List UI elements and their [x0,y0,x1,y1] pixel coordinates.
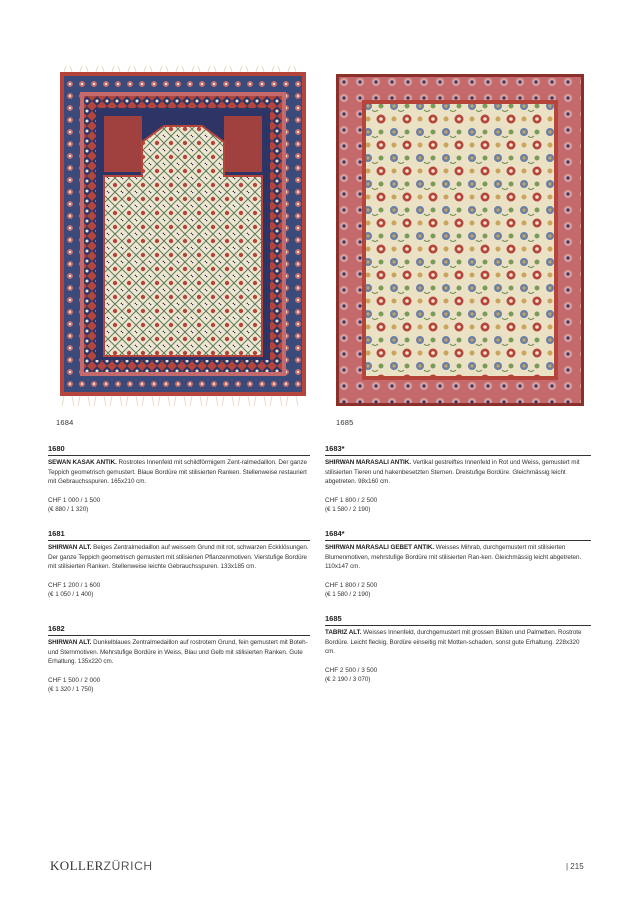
rug-1685-illustration [336,74,584,406]
lot-entry-1684 [325,529,591,600]
koller-logo [50,858,153,874]
lot-title: SHIRWAN MARASALI ANTIK. [325,459,411,466]
lot-entry-1682 [48,624,310,695]
lot-number: 1680 [48,444,65,453]
lot-title: SHIRWAN MARASALI GEBET ANTIK. [325,543,435,551]
lot-number: 1682 [48,623,65,633]
lot-entry-1683 [325,444,591,515]
lot-title: TABRIZ ALT. [325,628,362,636]
price-eur: (€ 2 190 / 3 070) [325,676,371,684]
rug-image-1684 [52,66,314,406]
rug-image-1685 [336,74,584,406]
page-number: | 215 [566,862,584,871]
divider [325,540,591,541]
lot-entry-1680 [48,444,310,515]
lot-description [325,543,591,572]
price-chf: CHF 1 500 / 2 000 [48,676,101,684]
price-eur: (€ 1 580 / 2 190) [325,591,371,599]
price-chf: CHF 1 200 / 1 600 [48,581,101,589]
rug-1684-illustration [52,66,314,406]
price-eur: (€ 1 320 / 1 750) [48,686,94,694]
lot-number: 1681 [48,528,65,538]
logo-city: ZÜRICH [103,859,153,873]
lot-text: Beiges Zentralmedaillon auf weissem Grund mit rot, schwarzen Eckklösungen. Der ganze Teppich geometrisch gemustert mit stilisierten Pflanzenmotiven. Vierstufige Bordüre mit stilisierten Ranken. Stellenweise leichte Gebrauchsspuren. 133x185 cm. [48,543,309,571]
lot-title: SHIRWAN ALT. [48,543,92,551]
price-chf: CHF 2 500 / 3 500 [325,666,378,674]
image-caption-1685: 1685 [336,418,354,427]
lot-number: 1684* [325,528,345,538]
lot-description [48,638,310,667]
lot-entry-1685 [325,614,591,685]
divider [48,455,310,456]
price-eur: (€ 1 050 / 1 400) [48,591,94,599]
lot-number: 1685 [325,613,342,623]
lot-number: 1683* [325,444,345,453]
lot-description [48,458,310,487]
lot-title: SHIRWAN ALT. [48,638,92,646]
divider [325,455,591,456]
lot-text: Weisses Innenfeld, durchgemustert mit grossen Blüten und Palmetten. Rostrote Bordüre. Leicht fleckig, Bordüre einseitig mit Motten-schaden, sonst gute Erhaltung. 228x320 cm. [325,628,582,656]
right-column [325,444,591,697]
lot-description [48,543,310,572]
price-chf: CHF 1 000 / 1 500 [48,496,101,504]
price-eur: (€ 1 580 / 2 190) [325,506,371,514]
lot-text: Rostrotes Innenfeld mit schildförmigem Zent-ralmedaillon. Der ganze Teppich geometrisch gemustert. Blaue Bordüre mit stilisierten Ranken. Stellenweise restauriert mit Gebrauchsspuren. 165x210 cm. [48,459,307,486]
lot-text: Weisses Mihrab, durchgemustert mit stilisierten Blumenmotiven, mehrstufige Bordüre mit stilisierten Ran-ken. Gleichmässig leicht abgetreten. 110x147 cm. [325,543,582,571]
divider [325,625,591,626]
lot-text: Dunkelblaues Zentralmedaillon auf rostrotem Grund, fein gemustert mit Boteh- und Sternmotiven. Mehrstufige Bordüre in Weiss, Blau und Gelb mit stilisierten Ranken. Gute Erhaltung. 135x220 cm. [48,638,308,666]
divider [48,540,310,541]
price-chf: CHF 1 800 / 2 500 [325,581,378,589]
logo-brand: KOLLER [50,858,104,873]
divider [48,635,310,636]
lot-title: SEWAN KASAK ANTIK. [48,459,117,466]
lot-description [325,458,591,487]
lot-entry-1681 [48,529,310,600]
lot-text: Vertikal gestreiftes Innenfeld in Rot und Weiss, gemustert mit stilisierten Tieren und hakenbesetzten Sternen. Dreistufige Bordüre. Gleichmässig leicht abgetreten. 98x160 cm. [325,459,580,486]
image-caption-1684: 1684 [56,418,74,427]
lot-description [325,628,591,657]
left-column [48,444,310,707]
price-chf: CHF 1 800 / 2 500 [325,496,378,504]
price-eur: (€ 880 / 1 320) [48,506,89,514]
